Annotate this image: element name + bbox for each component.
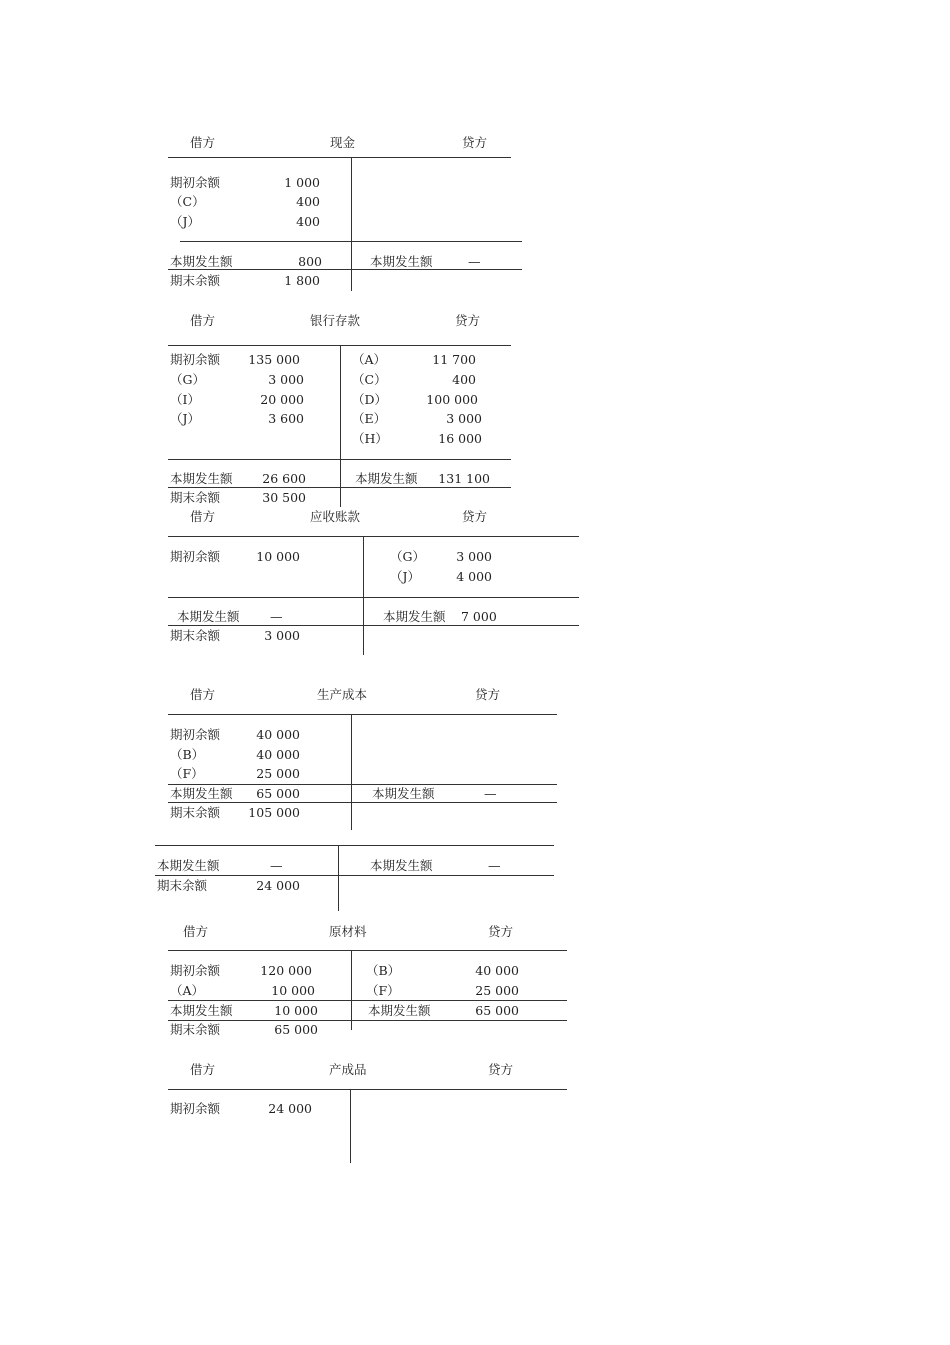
cr-turnover-label: 本期发生额: [370, 254, 433, 269]
header-rule: [168, 950, 567, 951]
credit-header: 贷方: [462, 509, 488, 524]
cr-turnover-label: 本期发生额: [355, 471, 418, 486]
debit-header: 借方: [190, 135, 216, 150]
entry-label: （J）: [390, 569, 421, 584]
closing-value: 105 000: [248, 805, 300, 820]
t-divider: [338, 845, 339, 911]
dr-turnover-label: 本期发生额: [170, 786, 233, 801]
entry-value: 25 000: [256, 766, 300, 781]
entry-label: （J）: [170, 214, 201, 229]
entry-value: 400: [296, 214, 320, 229]
entry-label: （H）: [352, 431, 388, 446]
closing-rule: [168, 1020, 567, 1021]
turnover-rule: [168, 597, 579, 598]
opening-label: 期初余额: [170, 1101, 221, 1116]
cr-turnover-value: 7 000: [461, 609, 497, 624]
t-divider: [350, 1089, 351, 1163]
entry-label: （I）: [170, 392, 200, 407]
closing-value: 24 000: [256, 878, 300, 893]
entry-value: 3 000: [268, 372, 304, 387]
credit-header: 贷方: [475, 687, 501, 702]
t-divider: [351, 950, 352, 1030]
entry-value: 3 600: [268, 411, 304, 426]
entry-label: （C）: [170, 194, 205, 209]
cr-turnover-value: 65 000: [475, 1003, 519, 1018]
entry-label: （G）: [170, 372, 205, 387]
closing-label: 期末余额: [170, 805, 221, 820]
cr-turnover-value: —: [468, 254, 481, 269]
entry-label: （A）: [352, 352, 387, 367]
account-title: 生产成本: [317, 687, 368, 702]
closing-label: 期末余额: [170, 273, 221, 288]
closing-value: 3 000: [264, 628, 300, 643]
dr-turnover-label: 本期发生额: [170, 254, 233, 269]
closing-rule: [168, 802, 557, 803]
credit-header: 贷方: [488, 924, 514, 939]
cr-turnover-label: 本期发生额: [383, 609, 446, 624]
account-title: 银行存款: [310, 313, 361, 328]
entry-value: 4 000: [456, 569, 492, 584]
entry-value: 11 700: [432, 352, 476, 367]
header-rule: [168, 157, 511, 158]
header-rule: [168, 714, 557, 715]
entry-label: （B）: [170, 747, 205, 762]
account-title: 现金: [330, 135, 356, 150]
closing-value: 30 500: [262, 490, 306, 505]
cr-turnover-value: —: [488, 858, 501, 873]
cr-turnover-value: —: [484, 786, 497, 801]
entry-value: 3 000: [456, 549, 492, 564]
opening-value: 10 000: [256, 549, 300, 564]
opening-value: 120 000: [260, 963, 312, 978]
dr-turnover-label: 本期发生额: [157, 858, 220, 873]
debit-header: 借方: [190, 1062, 216, 1077]
account-title: 产成品: [329, 1062, 367, 1077]
debit-header: 借方: [190, 509, 216, 524]
entry-label: （G）: [390, 549, 425, 564]
entry-value: 400: [296, 194, 320, 209]
cr-turnover-label: 本期发生额: [370, 858, 433, 873]
dr-turnover-value: 800: [298, 254, 322, 269]
entry-value: 400: [452, 372, 476, 387]
dr-turnover-value: —: [270, 609, 283, 624]
entry-label: （C）: [352, 372, 387, 387]
entry-value: 40 000: [256, 747, 300, 762]
t-divider: [351, 714, 352, 830]
t-divider: [340, 345, 341, 507]
closing-value: 1 800: [284, 273, 320, 288]
cr-turnover-value: 131 100: [438, 471, 490, 486]
opening-label: 期初余额: [170, 963, 221, 978]
closing-label: 期末余额: [170, 1022, 221, 1037]
opening-value: 24 000: [268, 1101, 312, 1116]
cr-turnover-label: 本期发生额: [372, 786, 435, 801]
opening-label: 期初余额: [170, 549, 221, 564]
account-title: 应收账款: [310, 509, 361, 524]
turnover-rule: [168, 784, 557, 785]
opening-value: 135 000: [248, 352, 300, 367]
entry-label: （F）: [366, 983, 400, 998]
entry-label: （B）: [366, 963, 401, 978]
dr-turnover-value: 26 600: [262, 471, 306, 486]
dr-turnover-value: —: [270, 858, 283, 873]
header-rule: [168, 536, 579, 537]
entry-label: （F）: [170, 766, 204, 781]
closing-value: 65 000: [274, 1022, 318, 1037]
opening-value: 40 000: [256, 727, 300, 742]
entry-label: （J）: [170, 411, 201, 426]
closing-rule: [168, 487, 511, 488]
opening-value: 1 000: [284, 175, 320, 190]
credit-header: 贷方: [455, 313, 481, 328]
dr-turnover-value: 65 000: [256, 786, 300, 801]
entry-label: （D）: [352, 392, 388, 407]
entry-value: 10 000: [271, 983, 315, 998]
entry-value: 20 000: [260, 392, 304, 407]
cr-turnover-label: 本期发生额: [368, 1003, 431, 1018]
t-divider: [351, 157, 352, 291]
entry-value: 100 000: [426, 392, 478, 407]
entry-value: 40 000: [475, 963, 519, 978]
entry-value: 25 000: [475, 983, 519, 998]
credit-header: 贷方: [462, 135, 488, 150]
credit-header: 贷方: [488, 1062, 514, 1077]
closing-rule: [168, 269, 522, 270]
debit-header: 借方: [183, 924, 209, 939]
dr-turnover-label: 本期发生额: [170, 1003, 233, 1018]
opening-label: 期初余额: [170, 727, 221, 742]
closing-rule: [155, 875, 554, 876]
turnover-rule: [180, 241, 522, 242]
dr-turnover-label: 本期发生额: [170, 471, 233, 486]
debit-header: 借方: [190, 313, 216, 328]
closing-label: 期末余额: [170, 490, 221, 505]
closing-rule: [168, 625, 579, 626]
t-divider: [363, 536, 364, 655]
header-rule: [168, 1089, 567, 1090]
opening-label: 期初余额: [170, 352, 221, 367]
closing-label: 期末余额: [157, 878, 208, 893]
closing-label: 期末余额: [170, 628, 221, 643]
entry-value: 3 000: [446, 411, 482, 426]
turnover-rule: [168, 1000, 567, 1001]
entry-value: 16 000: [438, 431, 482, 446]
entry-label: （A）: [170, 983, 205, 998]
debit-header: 借方: [190, 687, 216, 702]
opening-label: 期初余额: [170, 175, 221, 190]
dr-turnover-label: 本期发生额: [177, 609, 240, 624]
dr-turnover-value: 10 000: [274, 1003, 318, 1018]
entry-label: （E）: [352, 411, 387, 426]
turnover-rule: [168, 459, 511, 460]
turnover-rule: [155, 845, 554, 846]
account-title: 原材料: [329, 924, 367, 939]
